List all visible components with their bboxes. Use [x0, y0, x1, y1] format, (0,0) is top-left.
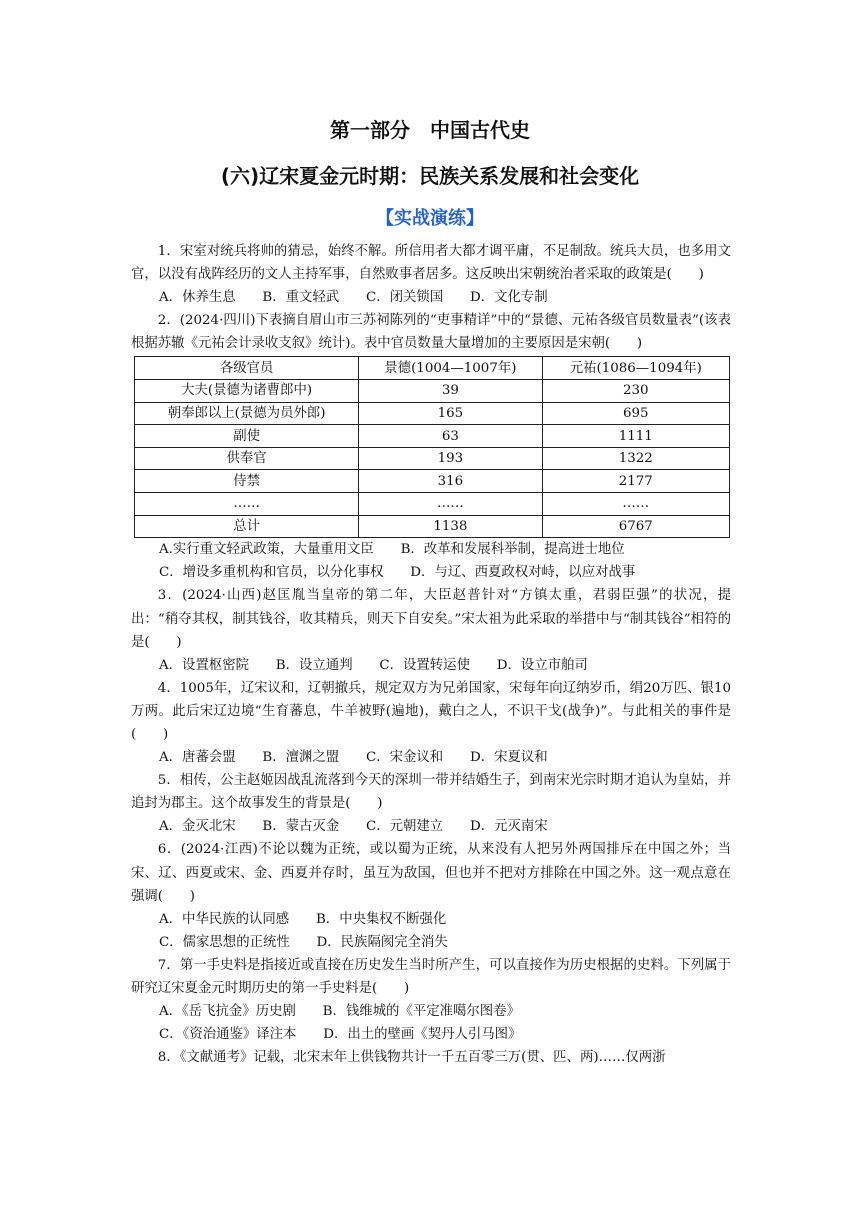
table-cell: 供奉官	[135, 447, 359, 470]
question-2-stem: 2．(2024·四川)下表摘自眉山市三苏祠陈列的“吏事精详”中的“景德、元祐各级官员数量表”(该表根据苏辙《元祐会计录收支叙》统计)。表中官员数量大量增加的主要原因是宋朝( )	[131, 313, 731, 352]
question-1-stem: 1．宋室对统兵将帅的猜忌，始终不解。所信用者大都才调平庸，不足制敌。统兵大员，也多用文官，以没有战阵经历的文人主持军事，自然败事者居多。这反映出宋朝统治者采取的政策是( )	[131, 244, 731, 283]
table-cell: 193	[359, 447, 542, 470]
table-cell: 大夫(景德为诸曹郎中)	[135, 380, 359, 403]
table-cell: 副使	[135, 425, 359, 448]
table-cell: 2177	[542, 470, 729, 493]
question-2-options: A.实行重文轻武政策，大量重用文臣 B．改革和发展科举制，提高进士地位	[159, 542, 625, 558]
table-row	[135, 470, 730, 493]
question-list	[131, 240, 731, 1069]
table-cell: 63	[359, 425, 542, 448]
table-cell: 1111	[542, 425, 729, 448]
table-row	[135, 515, 730, 538]
table-row	[135, 447, 730, 470]
part-title: 第一部分 中国古代史	[330, 118, 530, 142]
table-cell: 1322	[542, 447, 729, 470]
question-2-options: C．增设多重机构和官员，以分化事权 D．与辽、西夏政权对峙，以应对战事	[159, 565, 636, 581]
question-7-options: A．《岳飞抗金》历史剧 B．钱维城的《平定准噶尔图卷》	[159, 1004, 520, 1020]
table-cell: 230	[542, 380, 729, 403]
table-cell: 695	[542, 402, 729, 425]
table-cell: 39	[359, 380, 542, 403]
table-cell: 165	[359, 402, 542, 425]
question-4-options: A．唐蕃会盟 B．澶渊之盟 C．宋金议和 D．宋夏议和	[159, 750, 548, 766]
question-8-stem: 8．《文献通考》记载，北宋末年上供钱物共计一千五百零三万(贯、匹、两)……仅两浙	[157, 1050, 666, 1066]
table-cell: 总计	[135, 515, 359, 538]
table-header-cell: 元祐(1086—1094年)	[542, 357, 729, 380]
table-row	[135, 380, 730, 403]
question-3-stem: 3．(2024·山西)赵匡胤当皇帝的第二年，大臣赵普针对“方镇太重，君弱臣强”的状况，提出：“稍夺其权，制其钱谷，收其精兵，则天下自安矣。”宋太祖为此采取的举措中与“制其钱谷”相符的是( )	[131, 588, 731, 650]
table-cell: 1138	[359, 515, 542, 538]
table-cell: ……	[359, 493, 542, 516]
question-1-options: A．休养生息 B．重文轻武 C．闭关锁国 D．文化专制	[159, 290, 548, 306]
table-header-cell: 景德(1004—1007年)	[359, 357, 542, 380]
question-6-options: A．中华民族的认同感 B．中央集权不断强化	[159, 911, 447, 927]
question-3-options: A．设置枢密院 B．设立通判 C．设置转运使 D．设立市舶司	[159, 657, 588, 673]
table-cell: 316	[359, 470, 542, 493]
question-7-options: C．《资治通鉴》译注本 D．出土的壁画《契丹人引马图》	[159, 1027, 522, 1043]
question-5-stem: 5．相传，公主赵姬因战乱流落到今天的深圳一带并结婚生子，到南宋光宗时期才追认为皇姑，并追封为郡主。这个故事发生的背景是( )	[131, 773, 731, 812]
section-label: 【实战演练】	[376, 208, 484, 229]
question-4-stem: 4．1005年，辽宋议和，辽朝撤兵，规定双方为兄弟国家，宋每年向辽纳岁币，绢20万匹、银10万两。此后宋辽边境“生育蕃息，牛羊被野(遍地)，戴白之人，不识干戈(战争)”。与此相关的事件是( )	[131, 680, 731, 742]
question-7-stem: 7．第一手史料是指接近或直接在历史发生当时所产生，可以直接作为历史根据的史料。下列属于研究辽宋夏金元时期历史的第一手史料是( )	[131, 957, 731, 996]
table-cell: 6767	[542, 515, 729, 538]
table-cell: ……	[542, 493, 729, 516]
question-6-stem: 6．(2024·江西)不论以魏为正统，或以蜀为正统，从来没有人把另外两国排斥在中国之外；当宋、辽、西夏或宋、金、西夏并存时，虽互为敌国，但也并不把对方排除在中国之外。这一观点意在强调( )	[131, 842, 731, 904]
official-count-table	[134, 356, 730, 538]
table-cell: 侍禁	[135, 470, 359, 493]
table-row	[135, 425, 730, 448]
question-6-options: C．儒家思想的正统性 D．民族隔阂完全消失	[159, 934, 448, 950]
table-row	[135, 402, 730, 425]
table-cell: 朝奉郎以上(景德为员外郎)	[135, 402, 359, 425]
question-5-options: A．金灭北宋 B．蒙古灭金 C．元朝建立 D．元灭南宋	[159, 819, 548, 835]
table-row	[135, 493, 730, 516]
table-header-row	[135, 357, 730, 380]
chapter-title: (六)辽宋夏金元时期：民族关系发展和社会变化	[220, 164, 640, 188]
table-cell: ……	[135, 493, 359, 516]
table-header-cell: 各级官员	[135, 357, 359, 380]
